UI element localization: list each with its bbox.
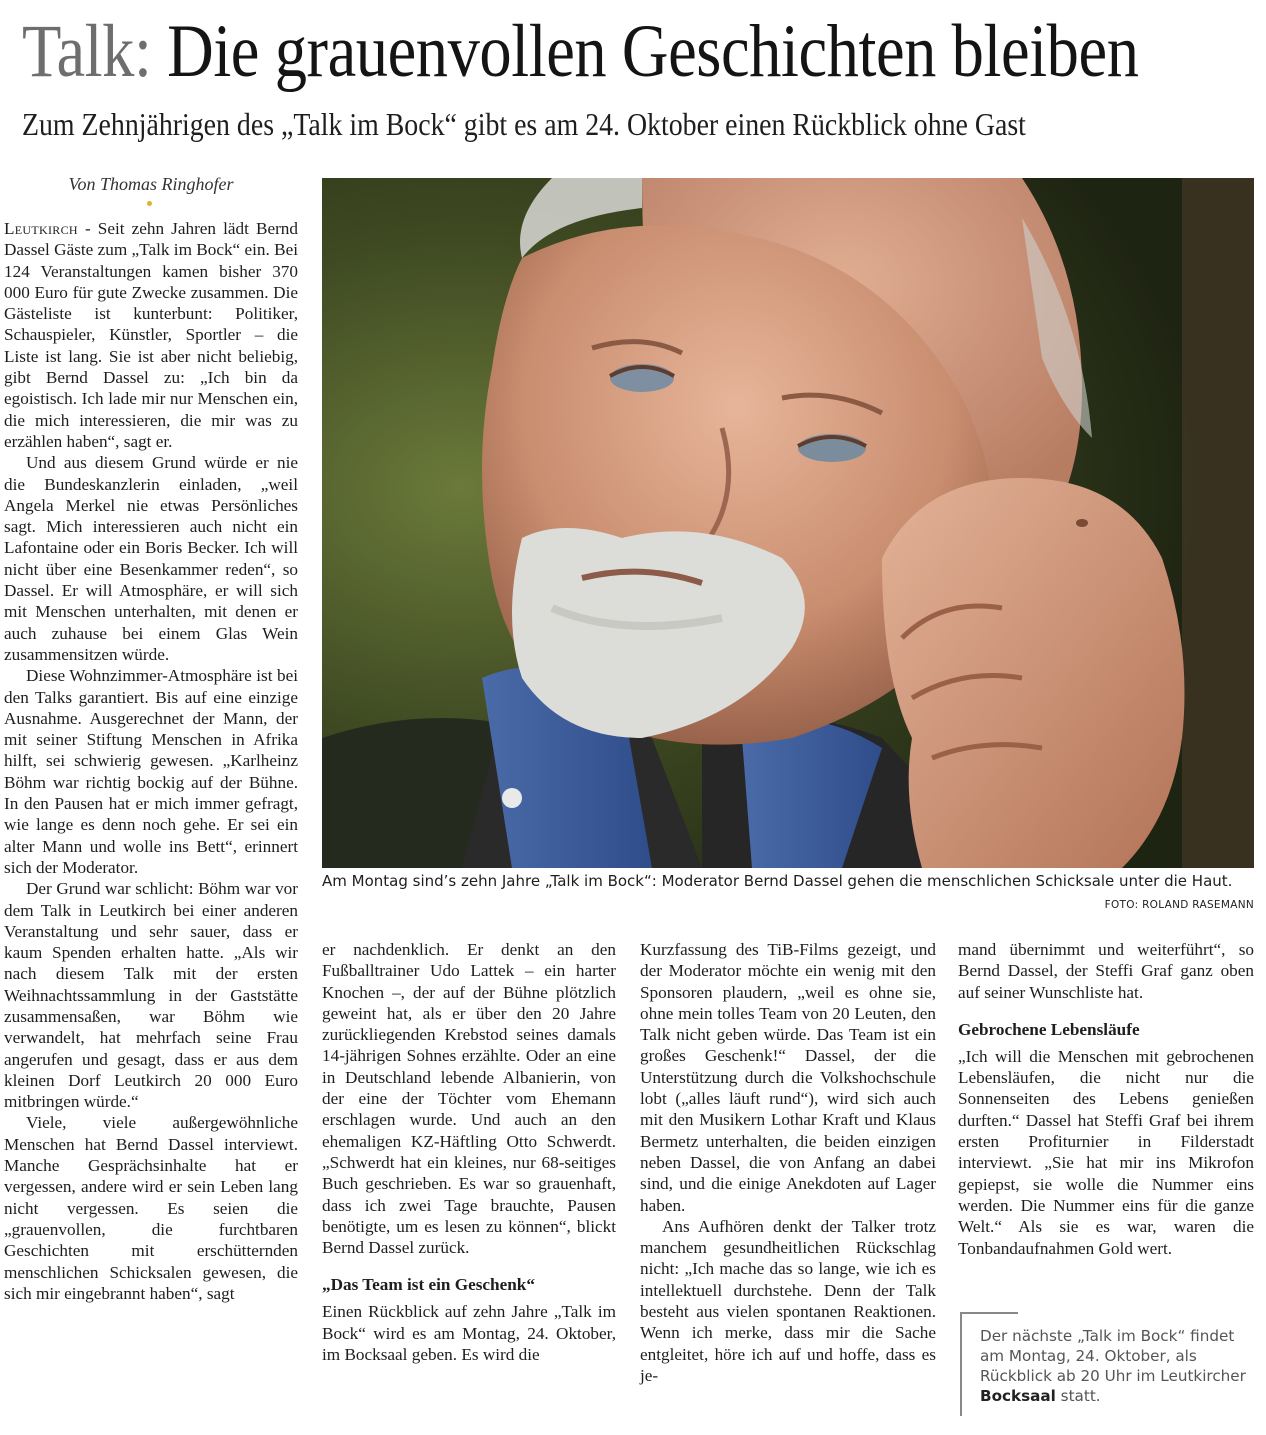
subheadline: Zum Zehnjährigen des „Talk im Bock“ gibt es am 24. Oktober einen Rückblick ohne Gast — [22, 106, 1026, 142]
paragraph: Und aus diesem Grund würde er nie die Bundeskanzlerin einladen, „weil Angela Merkel nie etwas Persönliches sagt. Mich interessieren auch nicht ein Lafontaine oder ein Boris Becker. Ich will nicht über eine Besenkammer reden“, so Dassel. Er will Atmosphäre, er will sich mit Menschen unterhalten, mit denen er auch zuhause bei einem Glas Wein zusammensitzen würde. — [4, 453, 298, 664]
paragraph: mand übernimmt und weiterführt“, so Bernd Dassel, der Steffi Graf ganz oben auf seiner Wunschliste hat. — [958, 940, 1254, 1002]
column-2 — [322, 939, 616, 1365]
paragraph: Diese Wohnzimmer-Atmosphäre ist bei den Talks garantiert. Bis auf eine einzige Ausnahme. Ausgerechnet der Mann, der mit seiner Stiftung Menschen in Afrika hilft, sei schwierig gewesen. „Karlheinz Böhm war richtig bockig auf der Bühne. In den Pausen hat er mich immer gefragt, wie lange es denn noch gehe. Er sei ein alter Mann und wolle ins Bett“, erinnert sich der Moderator. — [4, 666, 298, 877]
column-4 — [958, 939, 1254, 1259]
dateline: Leutkirch — [4, 219, 78, 238]
paragraph: Der Grund war schlicht: Böhm war vor dem Talk in Leutkirch bei einer anderen Veranstaltung und sehr sauer, dass er kaum Spenden erhalten hatte. „Als wir nach diesem Talk mit der ersten Weihnachtssammlung in der Gaststätte zusammensaßen, war Böhm wie verwandelt, hat mehrfach seine Frau angerufen und gesagt, dass er aus dem kleinen Dorf Leutkirch 20 000 Euro mitbringen würde.“ — [4, 879, 298, 1112]
headline-kicker: Talk: — [22, 10, 152, 93]
byline: Von Thomas Ringhofer — [68, 174, 234, 194]
photo-caption: Am Montag sind’s zehn Jahre „Talk im Bock“: Moderator Bernd Dassel gehen die menschlichen Schicksale unter die Haut. — [322, 872, 1233, 890]
paragraph: Einen Rückblick auf zehn Jahre „Talk im Bock“ wird es am Montag, 24. Oktober, im Bocksaal geben. Es wird die — [322, 1302, 616, 1365]
paragraph: Kurzfassung des TiB-Films gezeigt, und der Moderator möchte ein wenig mit den Sponsoren plaudern, „weil es ohne sie, ohne mein tolles Team von 20 Leuten, den Talk nicht geben würde. Das Team ist ein großes Geschenk!“ Dassel, der die Unterstützung durch die Volkshochschule lobt („alles läuft rund“), wird sich auch mit den Musikern Lothar Kraft und Klaus Bermetz unterhalten, die beiden einzigen neben Dassel, die von Anfang an dabei sind, und die einige Anekdoten auf Lager haben. — [640, 940, 936, 1215]
headline-main: Die grauenvollen Geschichten bleiben — [167, 10, 1139, 93]
column-3 — [640, 939, 936, 1386]
paragraph: „Ich will die Menschen mit gebrochenen Lebensläufen, die nicht nur die Sonnenseiten des Lebens genießen durften.“ Dassel hat Steffi Graf bei ihrem ersten Profiturnier in Filderstadt interviewt. „Sie hat mir ins Mikrofon gepiepst, sie wolle die Nummer eins werden. Die Nummer eins für die ganze Welt.“ Als sie es war, waren die Tonbandaufnahmen Gold wert. — [958, 1046, 1254, 1258]
info-box-text: Der nächste „Talk im Bock“ findet am Montag, 24. Oktober, als Rückblick ab 20 Uhr im Leutkircher Bocksaal statt. — [980, 1327, 1246, 1405]
paragraph: Ans Aufhören denkt der Talker trotz manchem gesundheitlichen Rückschlag nicht: „Ich mache das so lange, wie ich es intellektuell durchstehe. Denn der Talk besteht aus vielen spontanen Reaktionen. Wenn ich merke, dass mir die Sache entgleitet, höre ich auf und hoffe, dass es je- — [640, 1216, 936, 1385]
info-box-border-vertical — [960, 1312, 962, 1416]
paragraph: er nachdenklich. Er denkt an den Fußballtrainer Udo Lattek – ein harter Knochen –, der auf der Bühne plötzlich geweint hat, als er über den 20 Jahre zurückliegenden Krebstod seines damals 14-jährigen Sohnes erzählte. Oder an eine in Deutschland lebende Albanierin, von der eine der Töchter vom Ehemann erschlagen wurde. Und auch an den ehemaligen KZ-Häftling Otto Schwerdt. „Schwerdt hat ein kleines, nur 68-seitiges Buch geschrieben. Es war so grauenhaft, dass ich zwei Tage brauchte, Pausen benötigte, um es lesen zu können“, blickt Bernd Dassel zurück. — [322, 940, 616, 1258]
paragraph: Viele, viele außergewöhnliche Menschen hat Bernd Dassel interviewt. Manche Gesprächsinhalte hat er vergessen, andere wird er sein Leben lang nicht vergessen. Es seien die „grauenvollen, die furchtbaren Geschichten mit erschütternden menschlichen Schicksalen gewesen, die sich mir eingebrannt haben“, sagt — [4, 1113, 298, 1303]
column-1 — [4, 218, 298, 1304]
byline-dot — [147, 201, 152, 206]
subheading: Gebrochene Lebensläufe — [958, 1019, 1140, 1039]
paragraph: Leutkirch - Seit zehn Jahren lädt Bernd Dassel Gäste zum „Talk im Bock“ ein. Bei 124 Veranstaltungen kamen bisher 370 000 Euro für gute Zwecke zusammen. Die Gästeliste ist kunterbunt: Politiker, Schauspieler, Künstler, Sportler – die Liste ist lang. Sie ist aber nicht beliebig, gibt Bernd Dassel zu: „Ich bin da egoistisch. Ich lade mir nur Menschen ein, die mich interessieren, die mir was zu erzählen haben“, sagt er. — [4, 219, 298, 451]
subheading: „Das Team ist ein Geschenk“ — [322, 1275, 535, 1295]
info-box-highlight: Bocksaal — [980, 1387, 1056, 1405]
info-box — [960, 1312, 1256, 1417]
portrait-photo — [322, 178, 1254, 868]
info-box-border-horizontal — [960, 1312, 1018, 1314]
headline — [22, 10, 1139, 93]
photo-credit: FOTO: ROLAND RASEMANN — [1104, 899, 1254, 911]
